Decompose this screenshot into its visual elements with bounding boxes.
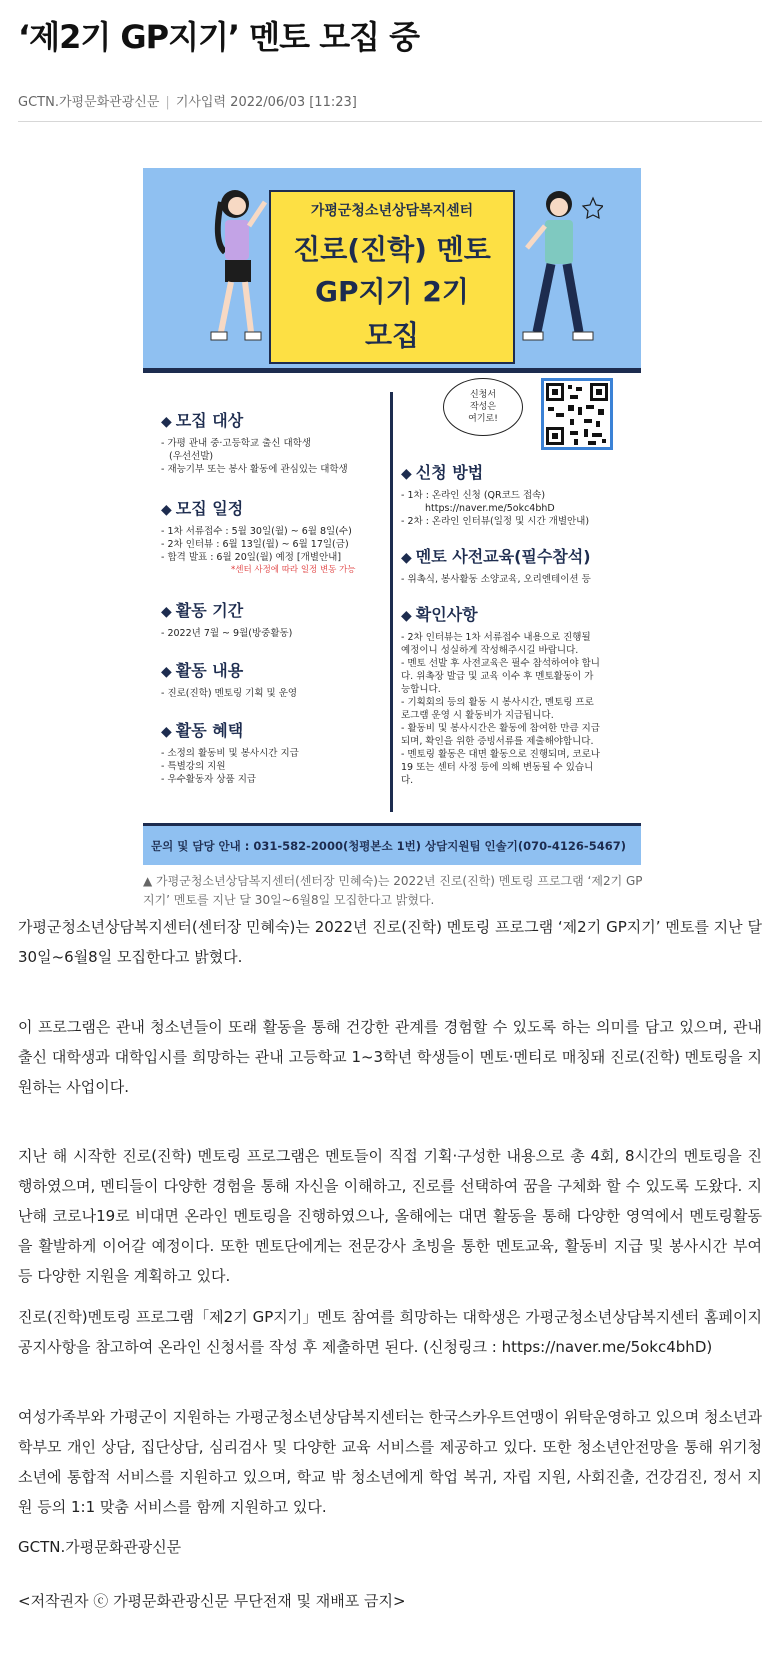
section-line: 되며, 확인을 위한 증빙서류를 제출해야합니다. — [401, 736, 594, 747]
section-activity-content — [161, 658, 297, 700]
section-title: 활동 혜택 — [175, 721, 244, 740]
article-paragraph: 이 프로그램은 관내 청소년들이 또래 활동을 통해 건강한 관계를 경험할 수 있도록 하는 의미를 담고 있으며, 관내 출신 대학생과 대학입시를 희망하는 관내 고등학교 1~3학년 학생들이 멘토·멘티로 매칭돼 진로(진학) 멘토링을 지원하는 사업이다. — [18, 1018, 762, 1096]
article-date: 기사입력 2022/06/03 [11:23] — [175, 95, 357, 110]
qr-code-icon — [541, 378, 613, 450]
section-line: - 멘토 선발 후 사전교육은 필수 참석하여야 합니 — [401, 658, 600, 669]
boy-illustration — [513, 182, 603, 362]
section-line: - 진로(진학) 멘토링 기획 및 운영 — [161, 688, 298, 699]
poster-header-rule — [143, 368, 641, 373]
poster-title-box — [269, 190, 515, 364]
poster-org-name: 가평군청소년상담복지센터 — [310, 203, 474, 219]
section-title: 신청 방법 — [415, 463, 484, 482]
poster-contact-bar — [143, 823, 641, 865]
section-line: - 2차 : 온라인 인터뷰(일정 및 시간 개별안내) — [401, 516, 590, 527]
section-recruit-schedule — [161, 496, 356, 577]
section-line: (우선선발) — [169, 451, 214, 462]
diamond-icon: ◆ — [161, 414, 172, 430]
section-activity-benefits — [161, 718, 299, 786]
section-line: - 기획회의 등의 활동 시 봉사시간, 멘토링 프로 — [401, 697, 594, 708]
section-line: 다. — [401, 775, 414, 786]
article-paragraph: 여성가족부와 가평군이 지원하는 가평군청소년상담복지센터는 한국스카우트연맹이 위탁운영하고 있으며 청소년과 학부모 개인 상담, 집단상담, 심리검사 및 다양한 교육 서비스를 제공하고 있다. 또한 청소년안전망을 통해 위기청소년에 통합적 서비스를 지원하고 있으며, 학교 밖 청소년에게 학업 복귀, 자립 지원, 사회진출, 건강검진, 정서 지원 등의 1:1 맞춤 서비스를 함께 지원하고 있다. — [18, 1408, 762, 1516]
section-line: - 재능기부 또는 봉사 활동에 관심있는 대학생 — [161, 464, 348, 475]
section-line: - 특별강의 지원 — [161, 761, 226, 772]
section-line: 능합니다. — [401, 684, 441, 695]
section-line: 예정이니 성실하게 작성해주시길 바랍니다. — [401, 645, 579, 656]
section-line: - 소정의 활동비 및 봉사시간 지급 — [161, 748, 299, 759]
newspaper-watermark: 가평문화관광신문 — [468, 780, 623, 802]
section-line: - 2022년 7월 ~ 9월(방중활동) — [161, 628, 293, 639]
section-line: 19 또는 센터 사정 등에 의해 변동될 수 있습니 — [401, 762, 594, 773]
article-paragraph: 진로(진학)멘토링 프로그램「제2기 GP지기」멘토 참여를 희망하는 대학생은 가평군청소년상담복지센터 홈페이지 공지사항을 참고하여 온라인 신청서를 작성 후 제출하면 된다. (신청링크 : https://naver.me/5okc4bhD) — [18, 1308, 762, 1356]
section-line: 다. 위촉장 발급 및 교육 이수 후 멘토활동이 가 — [401, 671, 594, 682]
article-paragraph: 가평군청소년상담복지센터(센터장 민혜숙)는 2022년 진로(진학) 멘토링 프로그램 ‘제2기 GP지기’ 멘토를 지난 달 30일~6월8일 모집한다고 밝혔다. — [18, 918, 762, 966]
recruitment-poster-image — [143, 168, 641, 865]
meta-separator: | — [165, 95, 170, 110]
section-line: - 가평 관내 중·고등학교 출신 대학생 — [161, 438, 312, 449]
section-how-to-apply — [401, 460, 589, 528]
header-divider — [18, 121, 762, 122]
article-headline: ‘제2기 GP지기’ 멘토 모집 중 — [18, 18, 420, 56]
poster-contact-text: 문의 및 담당 안내 : 031-582-2000(청평본소 1번) 상담지원팀 인솔기(070-4126-5467) — [151, 839, 626, 853]
section-line: - 1차 : 온라인 신청 (QR코드 접속) — [401, 490, 546, 501]
copyright-notice: <저작권자 ⓒ 가평문화관광신문 무단전재 및 재배포 금지> — [18, 1592, 406, 1610]
poster-title-line3: 모집 — [364, 319, 420, 352]
section-pre-training — [401, 544, 591, 586]
diamond-icon: ◆ — [161, 502, 172, 518]
section-line: - 2차 인터뷰 : 6월 13일(월) ~ 6월 17일(금) — [161, 539, 349, 550]
poster-column-divider — [390, 392, 393, 812]
section-title: 모집 대상 — [175, 411, 244, 430]
section-line: - 합격 발표 : 6월 20일(월) 예정 [개별안내] — [161, 552, 342, 563]
section-title: 모집 일정 — [175, 499, 244, 518]
section-line: 로그램 운영 시 활동비가 지급됩니다. — [401, 710, 554, 721]
image-caption: ▲ 가평군청소년상담복지센터(센터장 민혜숙)는 2022년 진로(진학) 멘토링 프로그램 ‘제2기 GP지기’ 멘토를 지난 달 30일~6월8일 모집한다고 밝혔다. — [143, 874, 643, 907]
section-line: - 2차 인터뷰는 1차 서류접수 내용으로 진행될 — [401, 632, 591, 643]
section-activity-period — [161, 598, 292, 640]
poster-title-line2: GP지기 2기 — [315, 275, 469, 308]
article-paragraph: 지난 해 시작한 진로(진학) 멘토링 프로그램은 멘토들이 직접 기획·구성한 내용으로 총 4회, 8시간의 멘토링을 진행하였으며, 멘티들이 다양한 경험을 통해 자신을 이해하고, 진로를 선택하여 꿈을 구체화 할 수 있도록 도왔다. 지난해 코로나19로 비대면 온라인 멘토링을 진행하였으나, 올해에는 대면 활동을 통해 다양한 영역에서 멘토링활동을 활발하게 이어갈 예정이다. 또한 멘토단에게는 전문강사 초빙을 통한 멘토교육, 활동비 지급 및 봉사시간 부여 등 다양한 지원을 계획하고 있다. — [18, 1147, 762, 1285]
section-recruit-target — [161, 408, 348, 476]
article-meta — [18, 91, 357, 110]
section-title: 확인사항 — [415, 605, 478, 624]
diamond-icon: ◆ — [161, 604, 172, 620]
section-notices — [401, 602, 600, 787]
section-line: - 우수활동자 상품 지급 — [161, 774, 257, 785]
bubble-line: 작성은 — [469, 402, 497, 412]
section-line: - 멘토링 활동은 대면 활동으로 진행되며, 코로나 — [401, 749, 600, 760]
diamond-icon: ◆ — [161, 664, 172, 680]
bubble-line: 신청서 — [469, 390, 497, 400]
bubble-line: 여기로! — [468, 414, 498, 424]
diamond-icon: ◆ — [401, 466, 412, 482]
section-line: - 1차 서류접수 : 5월 30일(월) ~ 6월 8일(수) — [161, 526, 352, 537]
poster-title-line1: 진로(진학) 멘토 — [293, 233, 491, 266]
article-source[interactable]: GCTN.가평문화관광신문 — [18, 95, 160, 110]
section-title: 활동 기간 — [175, 601, 244, 620]
section-line: https://naver.me/5okc4bhD — [425, 503, 555, 514]
speech-bubble — [443, 378, 523, 436]
section-line: - 위촉식, 봉사활동 소양교육, 오리엔테이션 등 — [401, 574, 591, 585]
section-line: - 활동비 및 봉사시간은 활동에 참여한 만큼 지급 — [401, 723, 600, 734]
diamond-icon: ◆ — [161, 724, 172, 740]
diamond-icon: ◆ — [401, 608, 412, 624]
article-byline: GCTN.가평문화관광신문 — [18, 1538, 182, 1556]
girl-illustration — [203, 182, 273, 362]
diamond-icon: ◆ — [401, 550, 412, 566]
section-title: 멘토 사전교육(필수참석) — [415, 547, 591, 566]
section-title: 활동 내용 — [175, 661, 244, 680]
schedule-note: *센터 사정에 따라 일정 변동 가능 — [231, 565, 356, 575]
